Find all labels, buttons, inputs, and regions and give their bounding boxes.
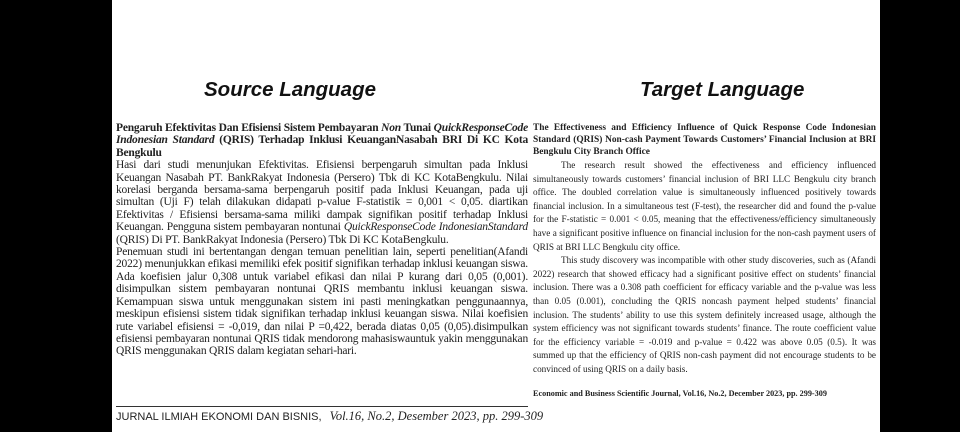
target-footer: Economic and Business Scientific Journal, Vol.16, No.2, December 2023, pp. 299-309 bbox=[533, 389, 827, 398]
source-column bbox=[116, 122, 544, 428]
target-title: The Effectiveness and Efficiency Influence of Quick Response Code Indonesian Standard (QRIS) Non-cash Payment Towards Customers’ Financial Inclusion at BRI Bengkulu City Branch Office bbox=[533, 123, 876, 157]
title-part: Tunai bbox=[401, 122, 434, 134]
title-part: QuickResponseCode Indonesian Standard bbox=[116, 122, 528, 147]
paragraph-text: (QRIS) Di PT. BankRakyat Indonesia (Persero) Tbk Di KC KotaBengkulu. bbox=[116, 233, 449, 246]
target-paragraph-1: The research result showed the effectiveness and efficiency influenced simultaneously towards customers’ financial inclusion of BRI LLC Bengkulu city branch office. The doubled correlation value is simultaneously influenced positively towards financial inclusion. In a simultaneous test (F-test), the researcher did and found the p-value for the F-statistic = 0.001 < 0.05, meaning that the effectiveness/efficiency simultaneously have a significant positive influence on financial inclusion for the non-cash payment users of QRIS at BRI LLC Bengkulu city office. bbox=[533, 160, 876, 252]
source-footer bbox=[116, 409, 544, 428]
source-title bbox=[116, 122, 528, 159]
source-paragraph-2: Penemuan studi ini bertentangan dengan temuan penelitian lain, seperti penelitian(Afandi 2022) menunjukkan efikasi memiliki efek positif signifikan terhadap inklusi keuangan siswa. Ada koefisien jalur 0,308 untuk variabel efikasi dan nilai P kurang dari 0,05 (0,001). disimpulkan sistem pembayaran nontunai QRIS membantu inklusi keuangan siswa. Kemampuan siswa untuk menggunakan sistem ini pasti meningkatkan penggunaannya, meskipun efisiensi sistem tidak signifikan terhadap inklusi keuangan siswa. Nilai koefisien rute variabel efisiensi = -0,019, dan nilai P =0,422, berada diatas 0,05 (0,05).disimpulkan efisiensi pembayaran nontunai QRIS tidak mendorong mahasiswauntuk yakin menggunakan QRIS menggunakan QRIS dalam kegiatan sehari-hari. bbox=[116, 246, 528, 358]
title-part: Pengaruh Efektivitas Dan Efisiensi Sistem Pembayaran bbox=[116, 122, 382, 134]
journal-name: JURNAL ILMIAH EKONOMI DAN BISNIS, bbox=[116, 411, 322, 423]
target-paragraph-2: This study discovery was incompatible with other study discoveries, such as (Afandi 2022) research that showed efficacy had a significant positive effect on students’ financial inclusion. There was a 0.308 path coefficient for efficacy variable and the p-value was less than 0.05 (0.001), concluding the QRIS noncash payment helped students’ financial inclusion. The students’ ability to use this system definitely increased usage, although the system efficiency was not significant towards students’ finance. The route coefficient value for the efficiency variable = -0.019 and p-value = 0.422 was above 0.05 (0.5). It was summed up that the efficiency of QRIS non-cash payment did not encourage students to be convinced of using QRIS on a daily basis. bbox=[533, 255, 876, 374]
target-language-heading: Target Language bbox=[640, 78, 805, 101]
target-column bbox=[533, 122, 876, 428]
paragraph-italic: QuickResponseCode IndonesianStandard bbox=[343, 221, 528, 234]
document-page bbox=[112, 0, 880, 432]
target-text-block bbox=[533, 122, 876, 377]
journal-issue: Vol.16, No.2, Desember 2023, pp. 299-309 bbox=[329, 409, 544, 423]
source-paragraph-1 bbox=[116, 159, 528, 246]
source-text-block bbox=[116, 122, 528, 358]
footer-divider bbox=[116, 406, 528, 407]
source-language-heading: Source Language bbox=[204, 78, 377, 101]
title-part: Non bbox=[381, 122, 402, 134]
source-footer-area bbox=[116, 400, 544, 428]
paragraph-text: Hasi dari studi menunjukan Efektivitas. Efisiensi berpengaruh simultan pada Inklusi Keuangan Nasabah PT. BankRakyat Indonesia (Persero) Tbk di KC KotaBengkulu. Nilai korelasi berganda bersama-sama berpengaruh positif pada Inklusi Keuangan, pada uji simultan (Uji F) telah dilakukan didapati p-value F-statistik = 0,001 < 0,05. diartikan Efektivitas / Efisiensi bersama-sama miliki dampak signifikan positif terhadap Inklusi Keuangan. Pengguna sistem pembayaran nontunai bbox=[116, 159, 528, 234]
title-part: (QRIS) Terhadap Inklusi KeuanganNasabah BRI Di KC Kota Bengkulu bbox=[116, 134, 528, 159]
